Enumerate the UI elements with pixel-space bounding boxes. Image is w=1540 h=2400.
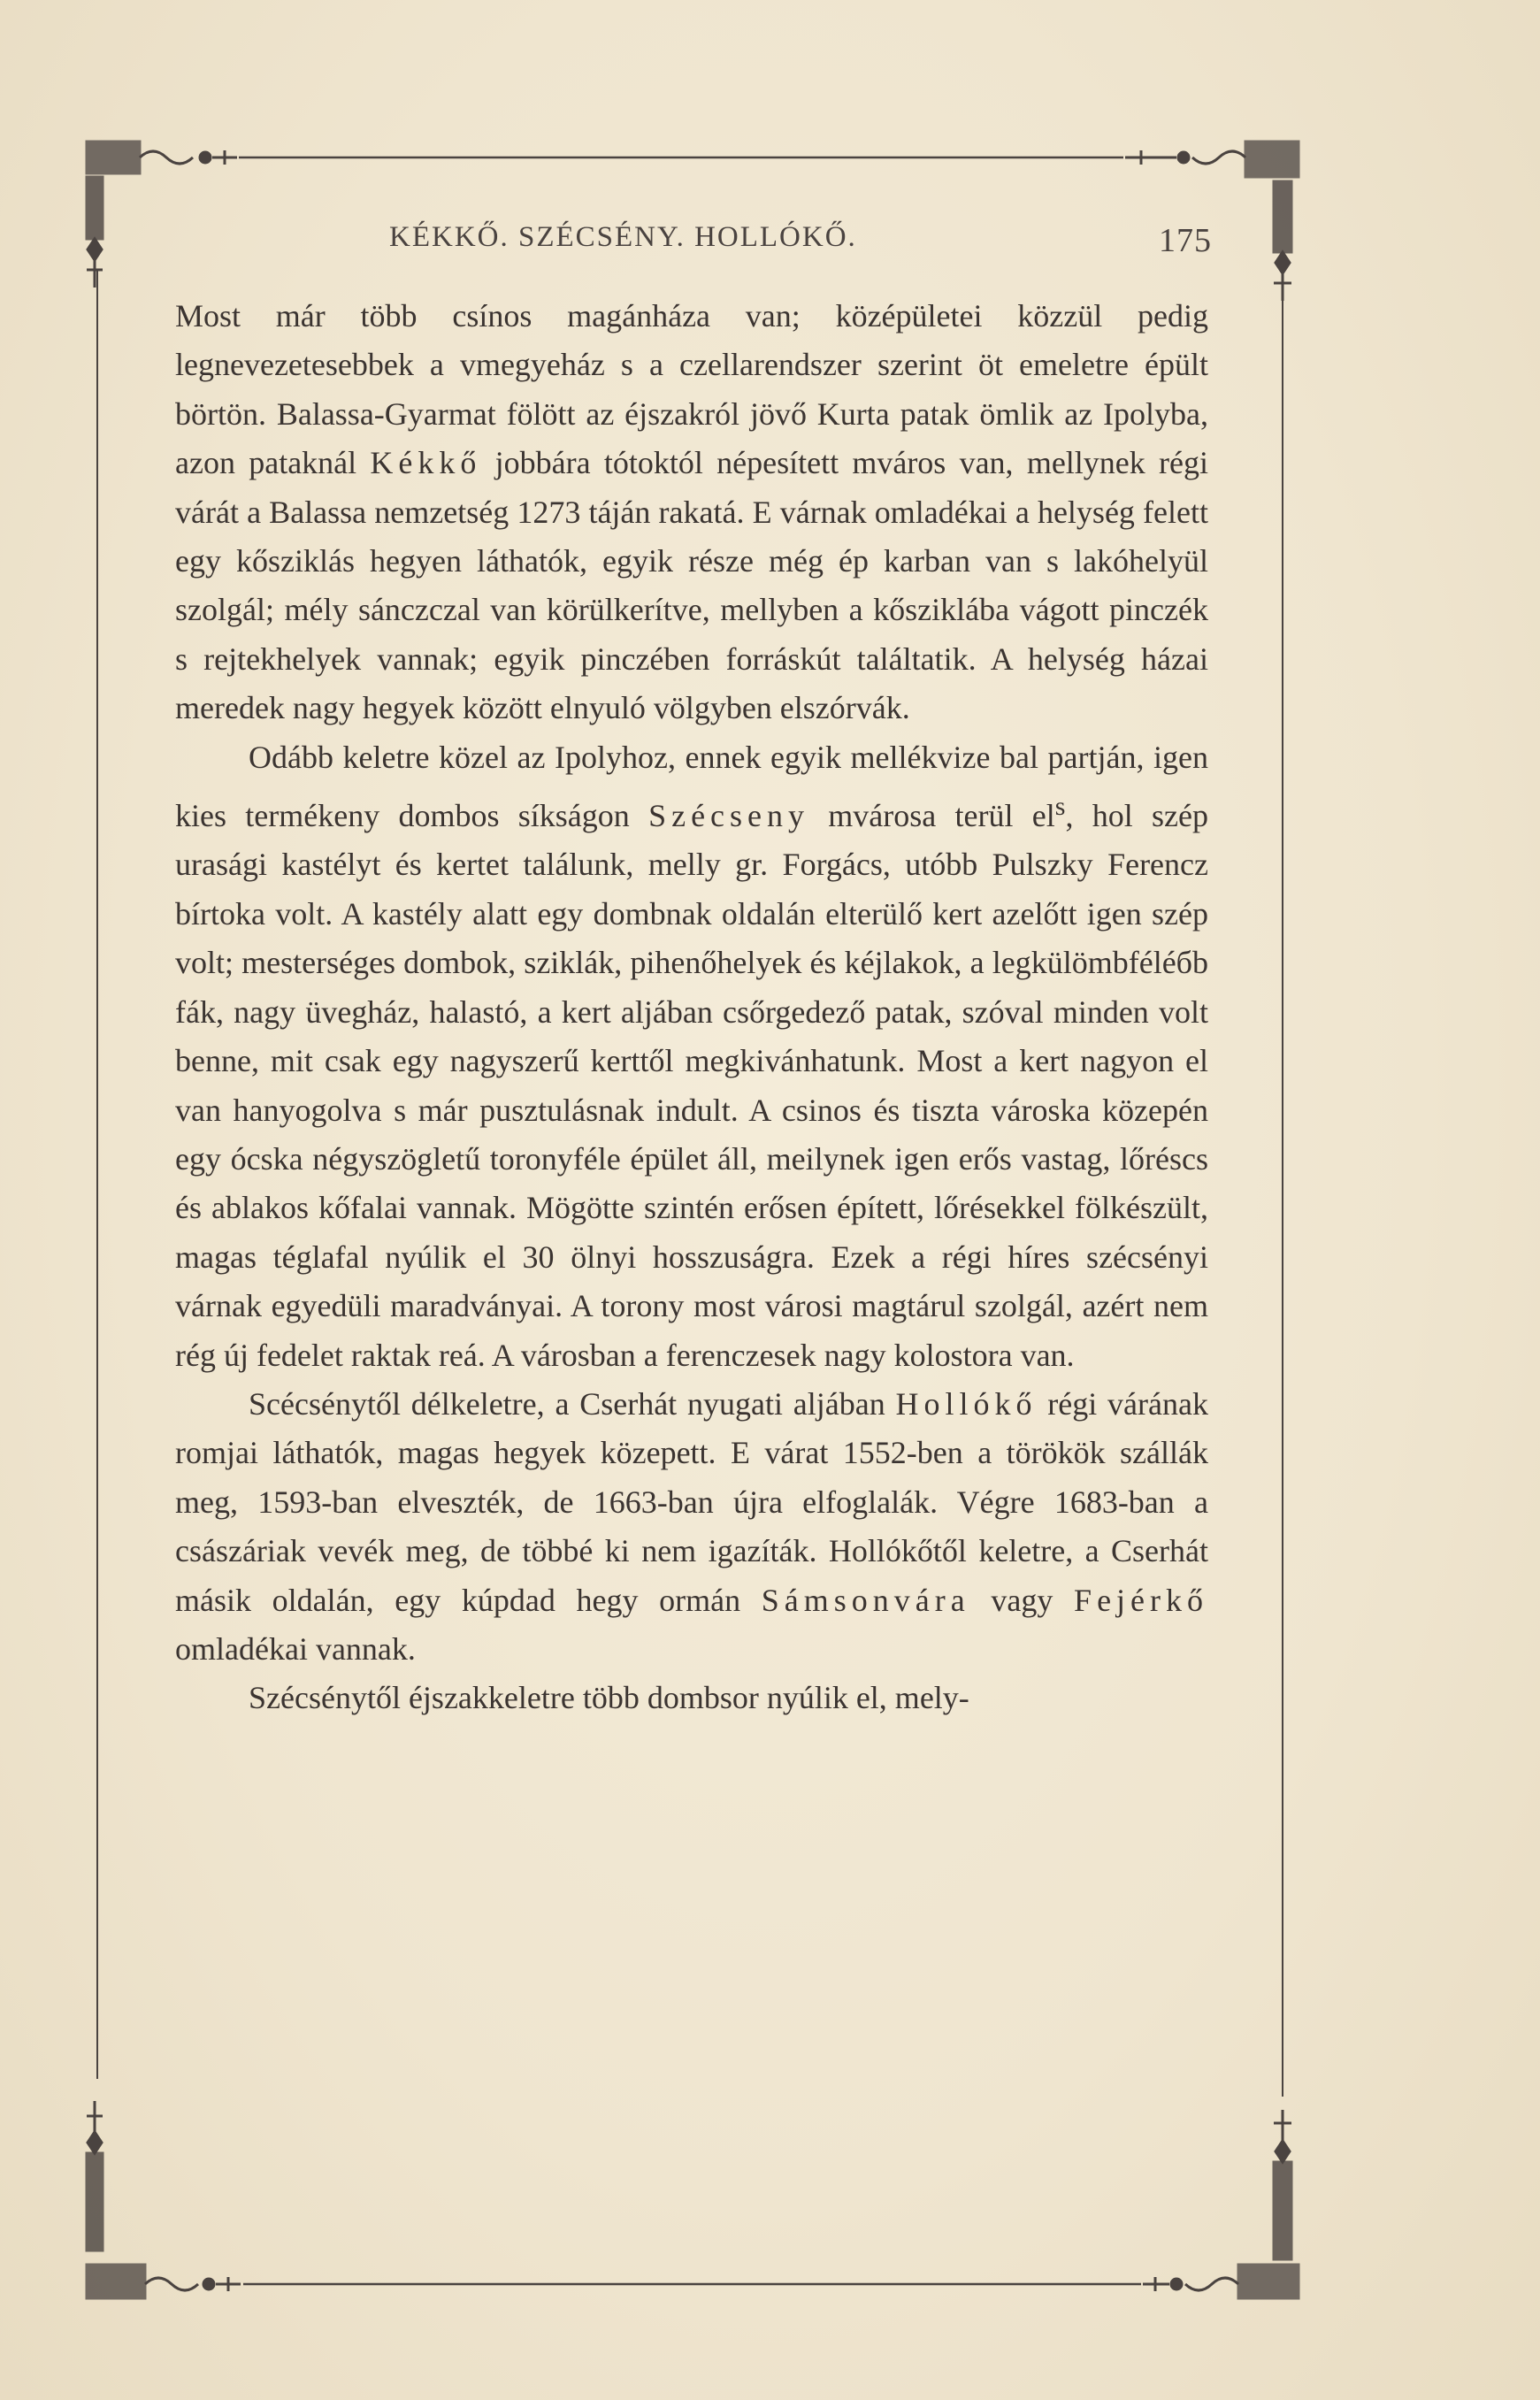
paragraph-4 xyxy=(175,1674,1208,1722)
text-run: Szécsénytől éjszakkeletre több dombsor nyúlik el, mely- xyxy=(249,1680,969,1716)
corner-ornament-bottom-right xyxy=(1143,2110,1299,2298)
place-name-kekko: Kékkő xyxy=(370,445,482,481)
page-number: 175 xyxy=(1159,222,1212,259)
text-run: mvárosa terül el xyxy=(809,798,1055,834)
running-head xyxy=(177,221,1212,274)
text-run: jobbára tótoktól népesített mváros van, mellynek régi várát a Balassa nemzetség 1273 táján rakatá. E várnak omladékai a helység felett egy kősziklás hegyen láthatók, egyik része még ép karban van s lakóhelyül szolgál; mély sánczczal van körülkerítve, mellyben a kősziklába vágott pinczék s rejtekhelyek vannak; egyik pinczében forráskút találtatik. A helység házai meredek nagy hegyek között elnyuló völgyben elszórvák. xyxy=(175,445,1209,726)
place-name-samsonvara: Sámsonvára xyxy=(761,1582,970,1618)
running-title: KÉKKŐ. SZÉCSÉNY. HOLLÓKŐ. xyxy=(389,221,857,253)
paragraph-2 xyxy=(175,733,1208,1380)
paragraph-1 xyxy=(175,292,1208,733)
superscript: s xyxy=(1054,792,1066,822)
corner-ornament-bottom-left xyxy=(87,2101,241,2298)
paragraph-3 xyxy=(175,1380,1208,1674)
body-text xyxy=(175,292,1208,1723)
text-run: Odább keletre közel az Ipolyhoz, ennek egyik mellékvize bal partján, igen kies termékeny dombos síkságon xyxy=(175,739,1208,834)
place-name-szecseny: Szécseny xyxy=(648,798,810,834)
place-name-fejerko: Fejérkő xyxy=(1074,1582,1209,1618)
text-run: , hol szép urasági kastélyt és kertet találunk, melly gr. Forgács, utóbb Pulszky Ferencz bírtoka volt. A kastély alatt egy dombnak oldalán elterülő kert azelőtt igen szép volt; mesterséges dombok, sziklák, pihenőhelyek és kéjlakok, a legkülömbféléбb fák, nagy üvegház, halastó, a kert aljában csőrgedező patak, szóval minden volt benne, mit csak egy nagyszerű kerttől megkivánhatunk. Most a kert nagyon el van hanyogolva s már pusztulásnak indult. A csinos és tiszta városka közepén egy ócska négyszögletű toronyféle épület áll, meilynek igen erős vastag, lőréscs és ablakos kőfalai vannak. Mögötte szintén erősen épített, lőrésekkel fölkészült, magas téglafal nyúlik el 30 ölnyi hosszuságra. Ezek a régi híres szécsényi várnak egyedüli maradványai. A torony most városi magtárul szolgál, azért nem rég új fedelet raktak reá. A városban a ferenczesek nagy kolostora van. xyxy=(175,798,1208,1373)
text-run: omladékai vannak. xyxy=(175,1630,416,1667)
place-name-holloko: Hollókő xyxy=(895,1385,1038,1422)
text-run: régi várának romjai láthatók, magas hegyek közepett. E várat 1552-ben a törökök szállák meg, 1593-ban elveszték, de 1663-ban újra elfoglalák. Végre 1683-ban a császáriak vevék meg, de többé ki nem igazíták. Hollókőtől keletre, a Cserhát másik oldalán, egy kúpdad hegy ormán xyxy=(175,1385,1208,1618)
text-run: Scécsénytől délkeletre, a Cserhát nyugati aljában xyxy=(249,1385,896,1422)
text-run: vagy xyxy=(969,1582,1075,1618)
text-run: Most már több csínos magánháza van; középületei közzül pedig legnevezetesebbek a vmegyeház s a czellarendszer szerint öt emeletre épült börtön. Balassa-Gyarmat fölött az éjszakról jövő Kurta patak ömlik az Ipolyba, azon pataknál xyxy=(175,298,1208,481)
